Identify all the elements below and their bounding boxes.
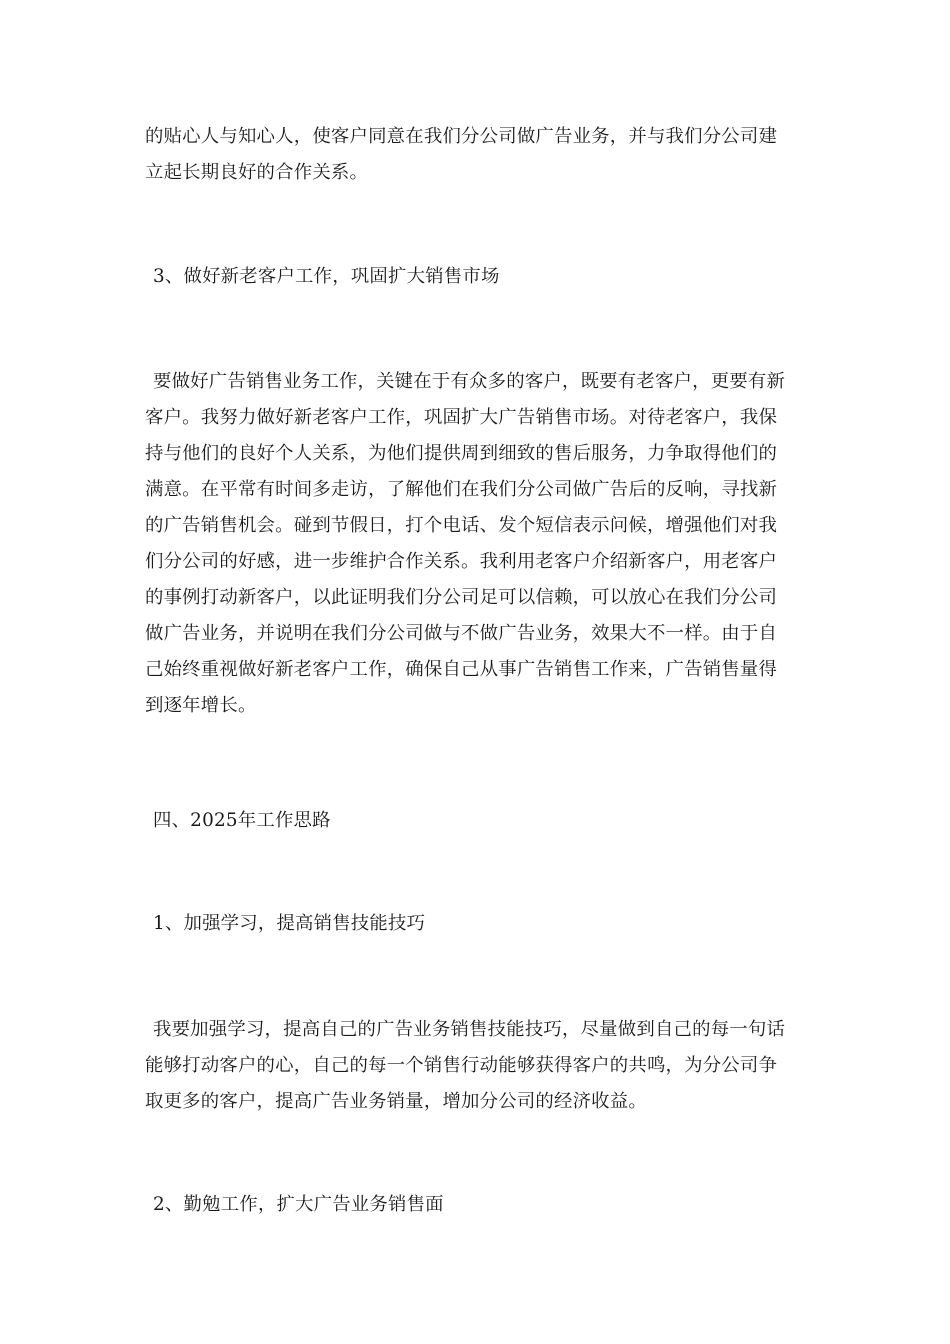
section-heading-4-1 [145, 906, 817, 942]
paragraph-intro [145, 119, 809, 191]
paragraph-line: 做广告业务，并说明在我们分公司做与不做广告业务，效果大不一样。由于自 [145, 623, 778, 644]
paragraph-4-1 [145, 1012, 809, 1120]
paragraph-line: 我要加强学习，提高自己的广告业务销售技能技巧，尽量做到自己的每一句话 [153, 1019, 786, 1040]
paragraph-line: 取更多的客户，提高广告业务销量，增加分公司的经济收益。 [145, 1091, 647, 1112]
paragraph-line: 的事例打动新客户，以此证明我们分公司足可以信赖，可以放心在我们分公司 [145, 587, 778, 608]
paragraph-line: 能够打动客户的心，自己的每一个销售行动能够获得客户的共鸣，为分公司争 [145, 1055, 778, 1076]
paragraph-line: 要做好广告销售业务工作，关键在于有众多的客户，既要有老客户，更要有新 [153, 371, 786, 392]
paragraph-line: 满意。在平常有时间多走访，了解他们在我们分公司做广告后的反响，寻找新 [145, 479, 778, 500]
paragraph-line: 立起长期良好的合作关系。 [145, 162, 369, 183]
paragraph-line: 持与他们的良好个人关系，为他们提供周到细致的售后服务，力争取得他们的 [145, 443, 778, 464]
paragraph-line: 客户。我努力做好新老客户工作，巩固扩大广告销售市场。对待老客户，我保 [145, 407, 778, 428]
paragraph-3 [145, 364, 809, 724]
heading-text: 2、勤勉工作，扩大广告业务销售面 [153, 1194, 444, 1215]
paragraph-line: 们分公司的好感，进一步维护合作关系。我利用老客户介绍新客户，用老客户 [145, 551, 778, 572]
section-heading-3 [145, 259, 817, 295]
section-heading-4 [145, 803, 817, 839]
paragraph-line: 的广告销售机会。碰到节假日，打个电话、发个短信表示问候，增强他们对我 [145, 515, 778, 536]
heading-text: 1、加强学习，提高销售技能技巧 [153, 913, 426, 934]
paragraph-line: 的贴心人与知心人，使客户同意在我们分公司做广告业务，并与我们分公司建 [145, 126, 778, 147]
heading-text: 3、做好新老客户工作，巩固扩大销售市场 [153, 266, 500, 287]
paragraph-line: 到逐年增长。 [145, 695, 257, 716]
paragraph-line: 己始终重视做好新老客户工作，确保自己从事广告销售工作来，广告销售量得 [145, 659, 778, 680]
heading-text: 四、2025年工作思路 [153, 810, 331, 831]
section-heading-4-2 [145, 1187, 817, 1223]
